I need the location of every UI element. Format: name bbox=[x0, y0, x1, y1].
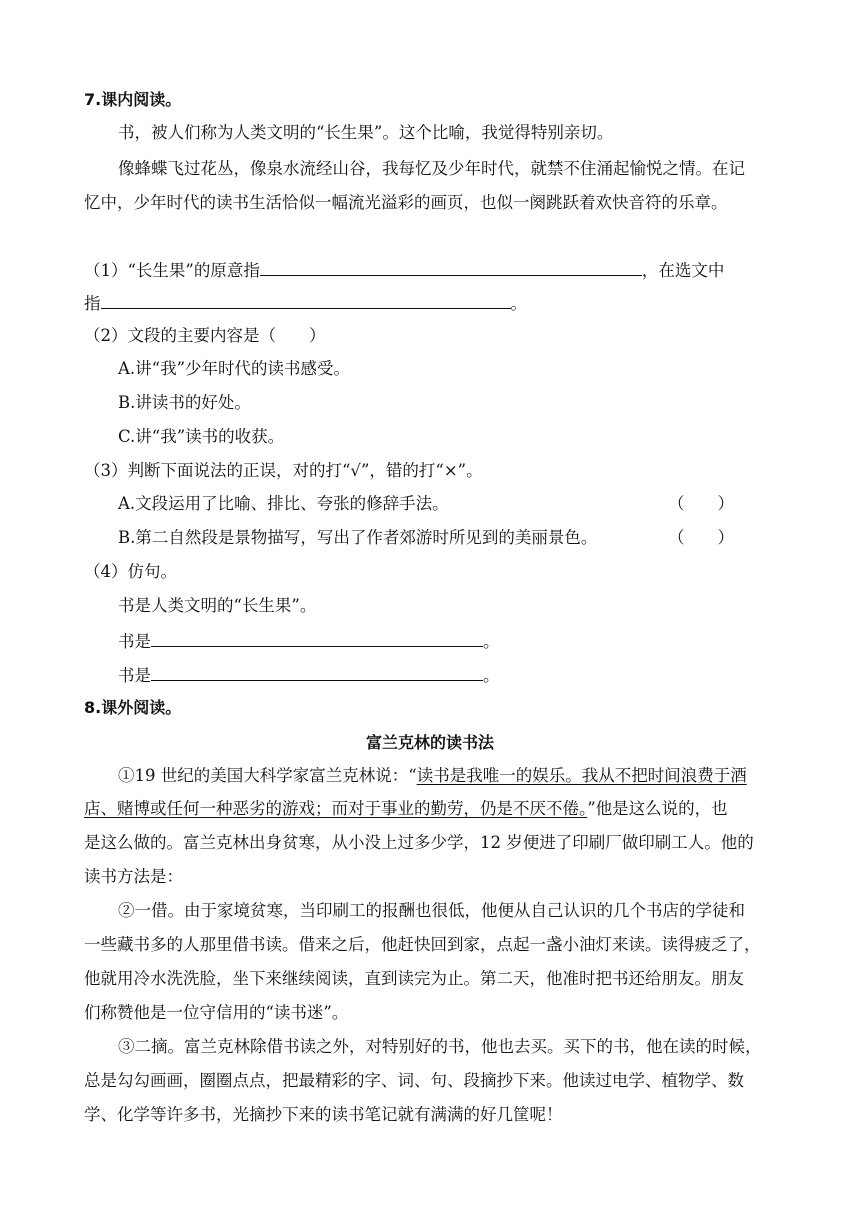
q7-sub4-suffix-2: 。 bbox=[483, 666, 500, 685]
q8-paragraph-1-intro: ①19 世纪的美国大科学家富兰克林说：“ bbox=[118, 766, 417, 785]
q8-paragraph-1-line-2 bbox=[84, 797, 728, 821]
q7-sub1-answer-blank-2[interactable] bbox=[101, 290, 511, 309]
q7-sub4-example: 书是人类文明的“长生果”。 bbox=[118, 596, 317, 615]
q7-paragraph-1: 书，被人们称为人类文明的“长生果”。这个比喻，我觉得特别亲切。 bbox=[118, 123, 614, 142]
q7-sub4-line-1 bbox=[118, 628, 500, 654]
q8-paragraph-1-line-3: 是这么做的。富兰克林出身贫寒，从小没上过多少学，12 岁便进了印刷厂做印刷工人。他的 bbox=[84, 833, 754, 852]
q7-sub4-answer-blank-1[interactable] bbox=[151, 628, 483, 647]
q7-sub2-option-b: B.讲读书的好处。 bbox=[118, 393, 251, 412]
q8-paragraph-2-line-3: 他就用冷水洗洗脸，坐下来继续阅读，直到读完为止。第二天，他准时把书还给朋友。朋友 bbox=[84, 969, 744, 988]
q7-sub3-answer-paren-a[interactable]: （ ） bbox=[668, 494, 734, 513]
q7-sub1-prefix: （1）“长生果”的原意指 bbox=[84, 261, 260, 280]
q8-paragraph-2-line-4: 们称赞他是一位守信用的“读书迷”。 bbox=[84, 1003, 349, 1022]
q8-article-title: 富兰克林的读书法 bbox=[365, 733, 494, 752]
q7-heading: 7.课内阅读。 bbox=[84, 90, 182, 109]
q8-paragraph-3-line-2: 总是勾勾画画，圈圈点点，把最精彩的字、词、句、段摘抄下来。他读过电学、植物学、数 bbox=[84, 1071, 744, 1090]
q7-sub3-answer-paren-b[interactable]: （ ） bbox=[668, 528, 734, 547]
q7-sub2-option-a: A.讲“我”少年时代的读书感受。 bbox=[118, 359, 351, 378]
q7-sub3-statement-a: A.文段运用了比喻、排比、夸张的修辞手法。 bbox=[118, 494, 449, 513]
q8-paragraph-2-line-1: ②一借。由于家境贫寒，当印刷工的报酬也很低，他便从自己认识的几个书店的学徒和 bbox=[118, 901, 745, 920]
q8-underlined-quote-2: 店、赌博或任何一种恶劣的游戏；而对于事业的勤劳，仍是不厌不倦。 bbox=[84, 799, 588, 818]
q8-paragraph-3-line-1: ③二摘。富兰克林除借书读之外，对特别好的书，他也去买。买下的书，他在读的时候， bbox=[118, 1037, 762, 1056]
q7-sub2-option-c: C.讲“我”读书的收获。 bbox=[118, 427, 285, 446]
q8-paragraph-1-line-1 bbox=[118, 764, 747, 788]
q7-sub4-prefix-2: 书是 bbox=[118, 666, 151, 685]
q8-paragraph-1-line-4: 读书方法是： bbox=[84, 867, 183, 886]
q7-sub1-answer-blank-1[interactable] bbox=[260, 257, 642, 276]
q7-paragraph-2-line-2: 忆中，少年时代的读书生活恰似一幅流光溢彩的画页，也似一阕跳跃着欢快音符的乐章。 bbox=[84, 193, 728, 212]
q7-sub4-answer-blank-2[interactable] bbox=[151, 662, 483, 681]
q7-sub4-prefix-1: 书是 bbox=[118, 632, 151, 651]
q7-sub1-line2-prefix: 指 bbox=[84, 294, 101, 313]
q8-heading: 8.课外阅读。 bbox=[84, 698, 182, 717]
q7-sub2-question: （2）文段的主要内容是（ ） bbox=[84, 326, 326, 345]
q7-sub1-line-1 bbox=[84, 257, 724, 283]
q7-sub1-suffix: ，在选文中 bbox=[641, 261, 725, 280]
q7-paragraph-2-line-1: 像蜂蝶飞过花丛，像泉水流经山谷，我每忆及少年时代，就禁不住涌起愉悦之情。在记 bbox=[118, 159, 745, 178]
q7-sub4-question: （4）仿句。 bbox=[84, 562, 177, 581]
q7-sub1-line2-suffix: 。 bbox=[510, 294, 527, 313]
q7-sub4-suffix-1: 。 bbox=[483, 632, 500, 651]
q7-sub3-statement-b: B.第二自然段是景物描写，写出了作者郊游时所见到的美丽景色。 bbox=[118, 528, 598, 547]
q8-paragraph-2-line-2: 一些藏书多的人那里借书读。借来之后，他赶快回到家，点起一盏小油灯来读。读得疲乏了， bbox=[84, 935, 761, 954]
q7-sub4-line-2 bbox=[118, 662, 500, 688]
q8-underlined-quote-1: 读书是我唯一的娱乐。我从不把时间浪费于酒 bbox=[416, 766, 747, 785]
q8-paragraph-3-line-3: 学、化学等许多书，光摘抄下来的读书笔记就有满满的好几筐呢！ bbox=[84, 1105, 563, 1124]
q8-paragraph-1-line-2-rest: ”他是这么说的，也 bbox=[587, 799, 728, 818]
q7-sub1-line-2 bbox=[84, 290, 527, 316]
q7-sub3-question: （3）判断下面说法的正误，对的打“√”，错的打“×”。 bbox=[84, 461, 483, 480]
